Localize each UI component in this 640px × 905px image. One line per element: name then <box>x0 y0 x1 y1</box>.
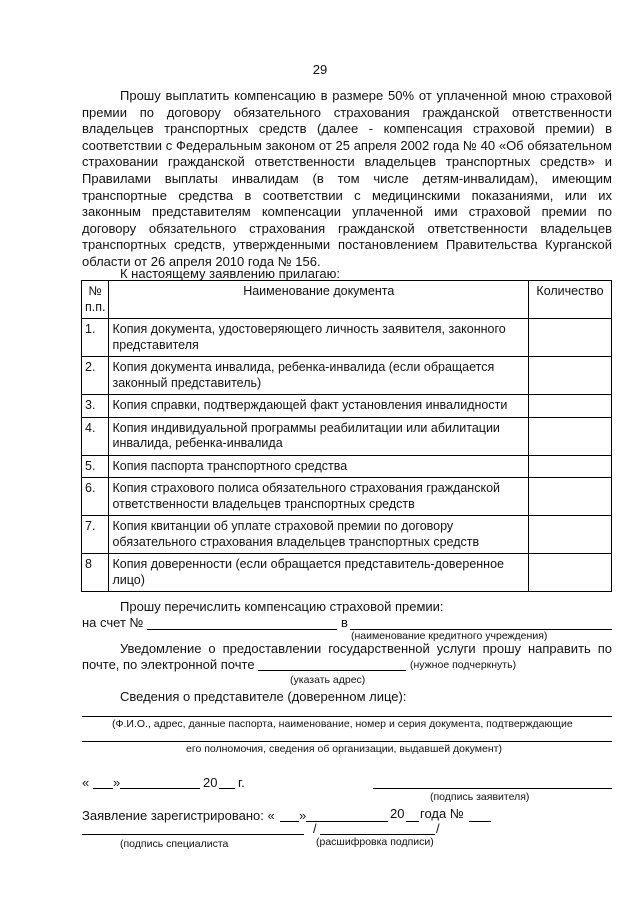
page-number: 29 <box>312 62 328 77</box>
registration-close-quote: » <box>299 808 307 823</box>
row-document-name: Копия справки, подтверждающей факт установления инвалидности <box>109 395 529 418</box>
header-qty: Количество <box>529 281 612 319</box>
row-number: 6. <box>82 478 109 516</box>
applicant-signature-caption: (подпись заявителя) <box>430 791 530 803</box>
slash-right: / <box>436 821 440 836</box>
slash-left: / <box>313 821 317 836</box>
registration-number-field[interactable] <box>469 821 491 822</box>
representative-caption-2: его полномочия, сведения об организации, выдавшей документ) <box>186 743 502 755</box>
table-row <box>82 554 612 592</box>
row-quantity-cell[interactable] <box>529 516 612 554</box>
row-quantity-cell[interactable] <box>529 395 612 418</box>
row-quantity-cell[interactable] <box>529 455 612 478</box>
year-suffix: г. <box>238 775 245 790</box>
table-row <box>82 357 612 395</box>
representative-field-1[interactable] <box>82 716 612 717</box>
row-document-name: Копия квитанции об уплате страховой премии по договору обязательного страхования владельцев транспортных средств <box>109 516 529 554</box>
table-row <box>82 395 612 418</box>
row-number: 8 <box>82 554 109 592</box>
account-label: на счет № <box>82 615 144 630</box>
registration-year-prefix: 20 <box>390 806 405 821</box>
attachments-title: К настоящему заявлению прилагаю: <box>120 266 340 281</box>
row-document-name: Копия доверенности (если обращается представитель-доверенное лицо) <box>109 554 529 592</box>
row-number: 1. <box>82 319 109 357</box>
attachments-table <box>81 280 612 592</box>
address-caption: (указать адрес) <box>290 674 366 686</box>
notification-prefix: почте, по электронной почте <box>82 657 255 672</box>
table-row <box>82 417 612 455</box>
row-quantity-cell[interactable] <box>529 357 612 395</box>
row-document-name: Копия документа инвалида, ребенка-инвалида (если обращается законный представитель) <box>109 357 529 395</box>
row-number: 5. <box>82 455 109 478</box>
bank-in-label: в <box>341 615 348 630</box>
date-close-quote: » <box>113 775 121 790</box>
year-field[interactable] <box>219 788 235 789</box>
specialist-caption: (подпись специалиста <box>120 838 229 850</box>
registration-day-field[interactable] <box>280 821 299 822</box>
signature-decode-field[interactable] <box>320 834 435 835</box>
row-quantity-cell[interactable] <box>529 554 612 592</box>
year-prefix: 20 <box>203 775 218 790</box>
registration-label: Заявление зарегистрировано: « <box>82 808 275 823</box>
registration-month-field[interactable] <box>306 821 388 822</box>
row-number: 2. <box>82 357 109 395</box>
row-document-name: Копия паспорта транспортного средства <box>109 455 529 478</box>
header-name: Наименование документа <box>109 281 529 319</box>
representative-caption-1: (Ф.И.О., адрес, данные паспорта, наименование, номер и серия документа, подтверждающие <box>112 718 573 730</box>
table-row <box>82 478 612 516</box>
specialist-signature-field[interactable] <box>82 834 304 835</box>
applicant-signature-field[interactable] <box>373 788 612 789</box>
notification-line1: Уведомление о предоставлении государственной услуги прошу направить по <box>120 641 612 656</box>
account-number-field[interactable] <box>147 629 337 630</box>
representative-field-2[interactable] <box>82 741 612 742</box>
row-quantity-cell[interactable] <box>529 478 612 516</box>
table-row <box>82 516 612 554</box>
table-row <box>82 455 612 478</box>
table-header-row <box>82 281 612 319</box>
month-field[interactable] <box>120 788 200 789</box>
row-number: 4. <box>82 417 109 455</box>
address-field[interactable] <box>258 670 406 671</box>
row-document-name: Копия индивидуальной программы реабилитации или абилитации инвалида, ребенка-инвалида <box>109 417 529 455</box>
row-document-name: Копия документа, удостоверяющего личность заявителя, законного представителя <box>109 319 529 357</box>
registration-year-suffix: года № <box>420 806 464 821</box>
header-num: № п.п. <box>82 281 109 319</box>
row-number: 3. <box>82 395 109 418</box>
transfer-title: Прошу перечислить компенсацию страховой премии: <box>120 599 444 614</box>
decode-caption: (расшифровка подписи) <box>316 836 434 848</box>
notification-suffix: (нужное подчеркнуть) <box>410 659 517 671</box>
table-row <box>82 319 612 357</box>
bank-caption: (наименование кредитного учреждения) <box>351 630 548 642</box>
day-field[interactable] <box>93 788 113 789</box>
registration-year-field[interactable] <box>406 821 419 822</box>
date-open-quote: « <box>82 775 90 790</box>
row-document-name: Копия страхового полиса обязательного страхования гражданской ответственности владельцев транспортных средств <box>109 478 529 516</box>
row-quantity-cell[interactable] <box>529 417 612 455</box>
representative-title: Сведения о представителе (доверенном лице): <box>120 689 407 704</box>
intro-paragraph: Прошу выплатить компенсацию в размере 50% от уплаченной мною страховой премии по договору обязательного страхования гражданской ответственности владельцев транспортных средств (далее - компенсация страховой премии) в соответствии с Федеральным законом от 25 апреля 2002 года № 40 «Об обязательном страховании гражданской ответственности владельцев транспортных средств» и Правилами выплаты инвалидам (в том числе детям-инвалидам), имеющим транспортные средства в соответствии с медицинскими показаниями, или их законным представителям компенсации уплаченной ими страховой премии по договору обязательного страхования гражданской ответственности владельцев транспортных средств, утвержденными постановлением Правительства Курганской области от 26 апреля 2010 года № 156. <box>82 88 612 269</box>
row-number: 7. <box>82 516 109 554</box>
row-quantity-cell[interactable] <box>529 319 612 357</box>
